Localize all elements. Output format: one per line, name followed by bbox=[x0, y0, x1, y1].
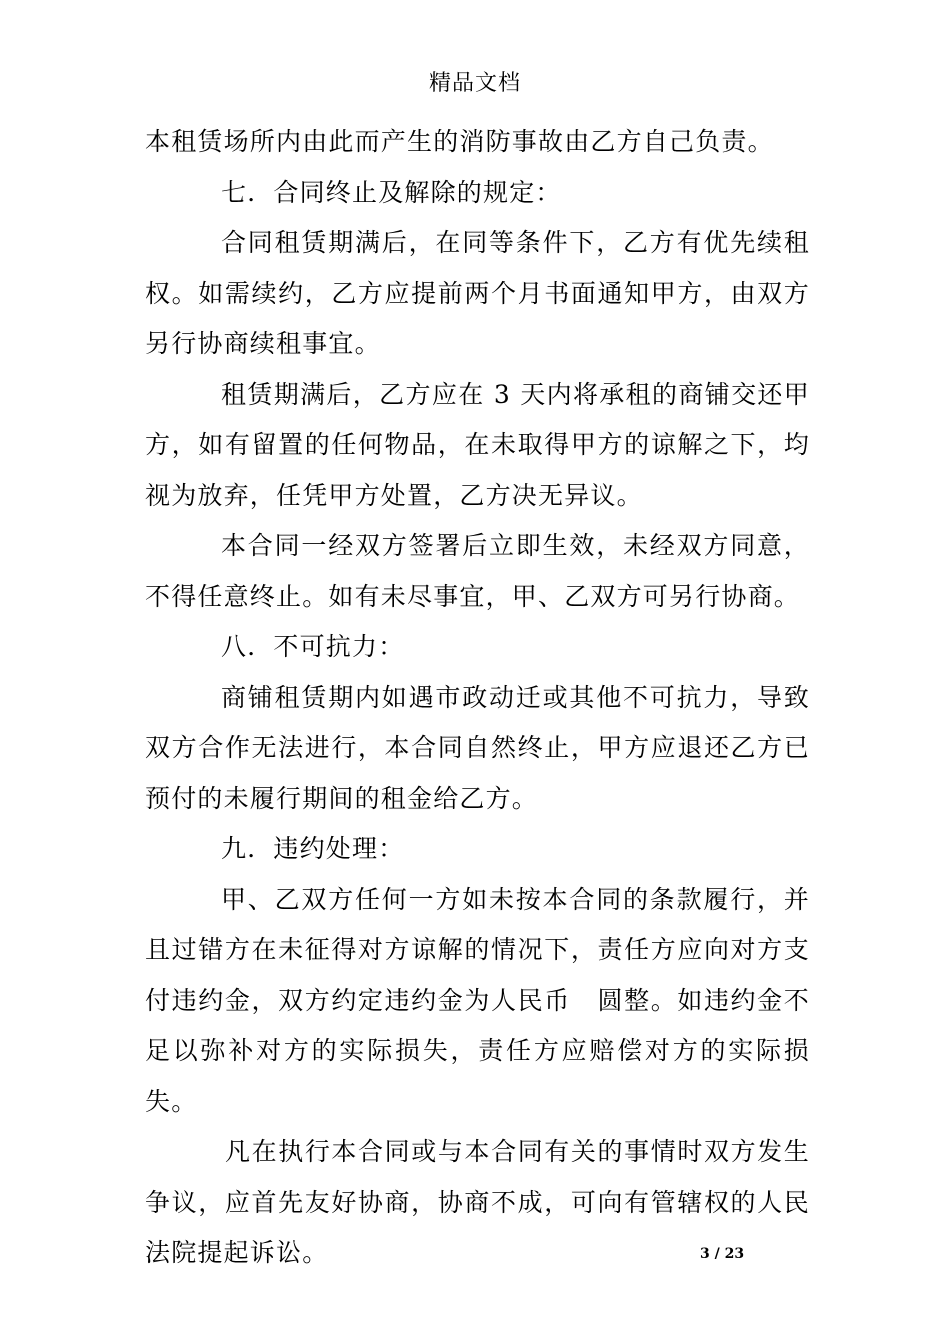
section-heading-force-majeure: 八．不可抗力： bbox=[221, 632, 405, 661]
paragraph-force-majeure: 商铺租赁期内如遇市政动迁或其他不可抗力，导致双方合作无法进行，本合同自然终止，甲方应退还乙方已预付的未履行期间的租金给乙方。 bbox=[145, 682, 810, 813]
paragraph-dispute: 凡在执行本合同或与本合同有关的事情时双方发生争议，应首先友好协商，协商不成，可向有管辖权的人民法院提起诉讼。 bbox=[145, 1137, 810, 1267]
paragraph-effective: 本合同一经双方签署后立即生效，未经双方同意，不得任意终止。如有未尽事宜，甲、乙双方可另行协商。 bbox=[145, 531, 810, 611]
page-header-title: 精品文档 bbox=[428, 71, 521, 96]
paragraph-breach: 甲、乙双方任何一方如未按本合同的条款履行，并且过错方在未征得对方谅解的情况下，责任方应向对方支付违约金，双方约定违约金为人民币 圆整。如违约金不足以弥补对方的实际损失，责任方应赔偿对方的实际损失。 bbox=[145, 884, 810, 1116]
paragraph-renewal: 合同租赁期满后，在同等条件下，乙方有优先续租权。如需续约，乙方应提前两个月书面通知甲方，由双方另行协商续租事宜。 bbox=[145, 228, 810, 358]
paragraph-fire-liability: 本租赁场所内由此而产生的消防事故由乙方自己负责。 bbox=[145, 127, 774, 156]
page-number: 3 / 23 bbox=[700, 1246, 745, 1262]
section-heading-breach: 九．违约处理： bbox=[221, 834, 405, 863]
document-body bbox=[145, 117, 810, 1279]
section-heading-termination: 七．合同终止及解除的规定： bbox=[221, 177, 562, 207]
paragraph-return-shop: 租赁期满后，乙方应在 3 天内将承租的商铺交还甲方，如有留置的任何物品，在未取得甲方的谅解之下，均视为放弃，任凭甲方处置，乙方决无异议。 bbox=[145, 379, 810, 510]
